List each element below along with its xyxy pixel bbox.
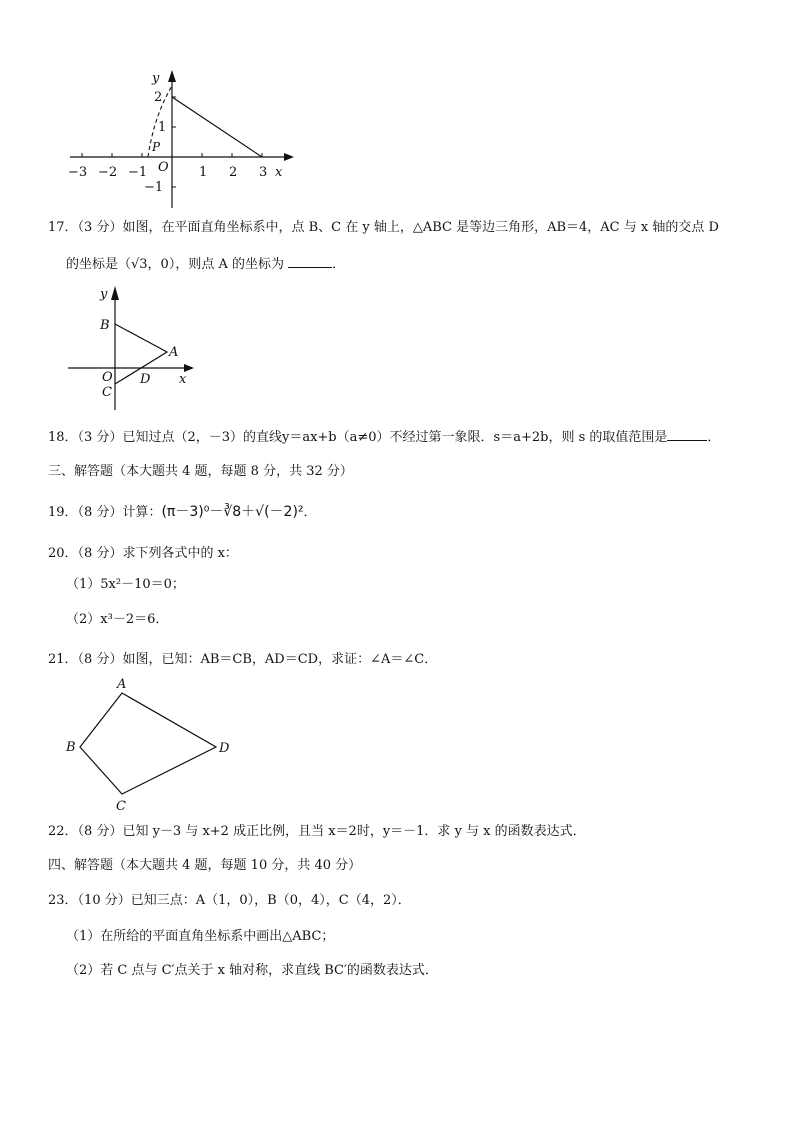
fig16-y-label: y	[152, 71, 160, 86]
fig16-point-p: P	[152, 140, 161, 154]
fig16-x-label: x	[275, 165, 283, 180]
fig16-xtick-neg1: −1	[128, 165, 148, 180]
q17-figure	[62, 282, 202, 412]
q17-fig-x: x	[179, 372, 187, 387]
q23-part2: （2）若 C 点与 C′点关于 x 轴对称，求直线 BC′的函数表达式．	[66, 963, 438, 978]
q16-figure	[62, 68, 294, 210]
section4-heading: 四、解答题（本大题共 4 题，每题 10 分，共 40 分）	[48, 858, 362, 873]
q17-line1: 17．（3 分）如图，在平面直角坐标系中，点 B、C 在 y 轴上，△ABC 是等边三角形，AB＝4，AC 与 x 轴的交点 D	[48, 220, 719, 235]
fig16-xtick-1: 1	[199, 165, 208, 180]
q17-line2	[66, 255, 345, 274]
q17-line2-text: 的坐标是（√3，0），则点 A 的坐标为	[66, 257, 284, 272]
q19-end: ．	[303, 505, 317, 520]
q18-end: ．	[707, 430, 721, 445]
fig16-origin: O	[158, 160, 169, 175]
y-axis-arrow	[168, 70, 176, 82]
q21-fig-a: A	[117, 677, 127, 692]
q17-line2-end: ．	[332, 257, 346, 272]
section3-heading: 三、解答题（本大题共 4 题，每题 8 分，共 32 分）	[48, 464, 353, 479]
fig16-ytick-1: 1	[158, 120, 167, 135]
x-axis-arrow	[284, 153, 294, 161]
q19-expression: (π－3)⁰－∛8＋√(－2)²	[161, 504, 304, 520]
q18-line	[48, 428, 720, 447]
fig16-ytick-2: 2	[154, 90, 163, 105]
q21-figure	[62, 676, 242, 816]
q17-fig-y: y	[100, 287, 108, 302]
q20-part1: （1）5x²－10＝0；	[66, 577, 185, 592]
q18-text: 18．（3 分）已知过点（2，－3）的直线y＝ax+b（a≠0）不经过第一象限．s＝a+2b，则 s 的取值范围是	[48, 430, 668, 445]
q21-fig-d: D	[219, 741, 230, 756]
q21-text: 21．（8 分）如图，已知：AB＝CB，AD＝CD，求证：∠A＝∠C．	[48, 652, 438, 667]
quadrilateral-abcd	[80, 693, 216, 794]
q17-fig-c: C	[102, 385, 112, 400]
fig16-xtick-2: 2	[229, 165, 238, 180]
y-axis-arrow	[111, 286, 119, 300]
q18-answer-blank	[667, 428, 707, 441]
q23-stem: 23．（10 分）已知三点：A（1，0），B（0，4），C（4，2）．	[48, 893, 411, 908]
q17-answer-blank	[288, 255, 332, 268]
q23-part1: （1）在所给的平面直角坐标系中画出△ABC；	[66, 929, 335, 944]
q21-fig-b: B	[66, 740, 76, 755]
q19-line	[48, 503, 317, 522]
line-segment	[172, 97, 262, 157]
q21-fig-c: C	[116, 799, 126, 814]
fig16-xtick-3: 3	[259, 165, 268, 180]
fig16-ytick-neg1: −1	[144, 180, 164, 195]
q22-text: 22．（8 分）已知 y－3 与 x+2 成正比例，且当 x＝2时，y＝－1．求 y 与 x 的函数表达式．	[48, 824, 586, 839]
q20-stem: 20．（8 分）求下列各式中的 x：	[48, 546, 238, 561]
q19-prefix: 19．（8 分）计算：	[48, 505, 162, 520]
q17-fig-a: A	[169, 345, 179, 360]
q17-fig-b: B	[100, 318, 110, 333]
fig16-xtick-neg3: −3	[68, 165, 88, 180]
fig16-xtick-neg2: −2	[98, 165, 118, 180]
q20-part2: （2）x³－2＝6．	[66, 612, 169, 627]
x-axis-arrow	[184, 364, 194, 372]
q17-fig-o: O	[102, 370, 113, 385]
q17-fig-d: D	[140, 372, 151, 387]
